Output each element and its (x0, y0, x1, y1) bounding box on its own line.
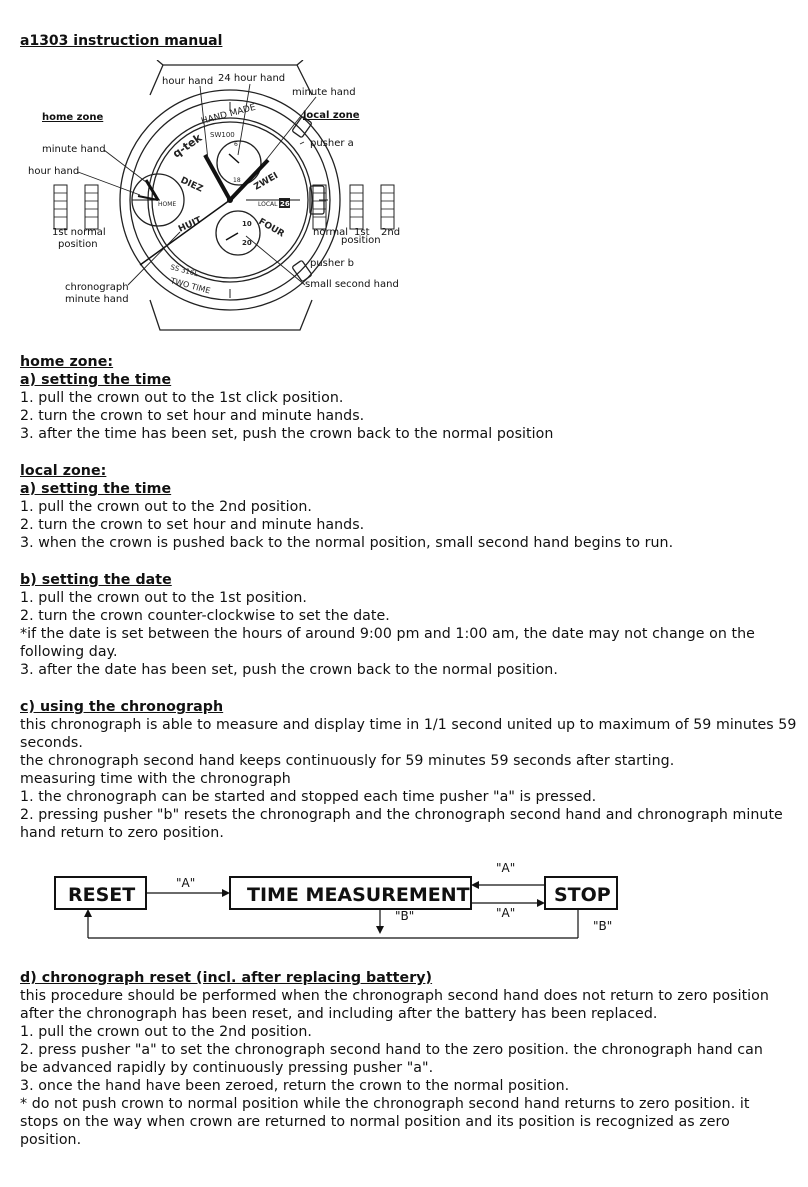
chronograph-section (20, 698, 796, 842)
section-heading: home zone: (20, 354, 114, 370)
text-line: stops on the way when crown are returned to normal position and its position is recognized as zero (20, 1114, 730, 1130)
text-line: 1. pull the crown out to the 1st click position. (20, 390, 344, 406)
svg-text:TWO TIME: TWO TIME (169, 276, 212, 296)
svg-text:"A": "A" (176, 876, 196, 890)
text-line: 1. pull the crown out to the 1st position. (20, 590, 307, 606)
label-minute-hand-top: minute hand (292, 87, 356, 98)
label-1st: 1st (354, 227, 370, 238)
text-line: seconds. (20, 735, 83, 751)
label-hour-hand-top: hour hand (162, 76, 214, 87)
svg-text:SS 316L: SS 316L (169, 263, 199, 279)
label-pusher-a: pusher a (310, 138, 354, 149)
local-zone-section (20, 462, 796, 552)
text-line: 2. press pusher "a" to set the chronograph second hand to the zero position. the chronograph hand can (20, 1042, 763, 1058)
stop-label: STOP (554, 884, 611, 906)
svg-text:SW100: SW100 (210, 131, 235, 139)
home-zone-section (20, 353, 796, 443)
svg-text:DIEZ: DIEZ (178, 175, 205, 195)
label-chronograph-minute-hand: minute hand (65, 294, 129, 305)
label-home-zone: home zone (42, 112, 104, 123)
text-line: this chronograph is able to measure and display time in 1/1 second united up to maximum of 59 minutes 59 (20, 717, 797, 733)
text-line: 2. turn the crown counter-clockwise to set the date. (20, 608, 390, 624)
chronograph-flowchart (0, 855, 808, 955)
text-line: *if the date is set between the hours of around 9:00 pm and 1:00 am, the date may not change on the (20, 626, 755, 642)
label-1st-normal: 1st normal (52, 227, 106, 238)
date-section (20, 571, 796, 679)
section-subheading: d) chronograph reset (incl. after replacing battery) (20, 970, 433, 986)
svg-text:"A": "A" (496, 906, 516, 920)
svg-text:"A": "A" (496, 861, 516, 875)
text-line: following day. (20, 644, 118, 660)
svg-text:HOME: HOME (158, 201, 177, 208)
time-measurement-label: TIME MEASUREMENT (247, 884, 470, 906)
section-subheading: a) setting the time (20, 481, 172, 497)
svg-text:HAND MADE: HAND MADE (200, 102, 257, 127)
text-line: 2. turn the crown to set hour and minute hands. (20, 408, 365, 424)
text-line: 3. after the date has been set, push the crown back to the normal position. (20, 662, 558, 678)
brand-logo: q-tek (170, 131, 205, 161)
text-line: 3. after the time has been set, push the crown back to the normal position (20, 426, 554, 442)
text-line: 2. pressing pusher "b" resets the chronograph and the chronograph second hand and chronograph minute (20, 807, 783, 823)
text-line: 3. when the crown is pushed back to the normal position, small second hand begins to run. (20, 535, 674, 551)
label-local-zone: local zone (303, 110, 360, 121)
svg-text:6: 6 (234, 141, 238, 148)
text-line: * do not push crown to normal position while the chronograph second hand returns to zero position. it (20, 1096, 750, 1112)
chronograph-reset-section (20, 969, 796, 1149)
svg-text:LOCAL: LOCAL (258, 201, 278, 208)
label-small-second-hand: small second hand (305, 279, 399, 290)
svg-text:ZWEI: ZWEI (252, 170, 280, 193)
text-line: position. (20, 1132, 82, 1148)
label-minute-hand-left: minute hand (42, 144, 106, 155)
svg-text:"B": "B" (395, 909, 415, 923)
text-line: be advanced rapidly by continuously pressing pusher "a". (20, 1060, 434, 1076)
label-pusher-b: pusher b (310, 258, 355, 269)
svg-text:18: 18 (233, 177, 241, 184)
label-2nd: 2nd (381, 227, 401, 238)
text-line: 1. pull the crown out to the 2nd position. (20, 1024, 312, 1040)
text-line: the chronograph second hand keeps continuously for 59 minutes 59 seconds after starting. (20, 753, 675, 769)
svg-text:10: 10 (242, 220, 252, 228)
svg-text:"B": "B" (593, 919, 613, 933)
label-position-left: position (58, 239, 98, 250)
text-line: 1. pull the crown out to the 2nd position. (20, 499, 312, 515)
text-line: 2. turn the crown to set hour and minute hands. (20, 517, 365, 533)
watch-diagram (0, 60, 808, 340)
section-subheading: c) using the chronograph (20, 699, 224, 715)
text-line: after the chronograph has been reset, and including after the battery has been replaced. (20, 1006, 658, 1022)
text-line: this procedure should be performed when the chronograph second hand does not return to zero position (20, 988, 769, 1004)
text-line: hand return to zero position. (20, 825, 224, 841)
svg-text:HUIT: HUIT (177, 215, 204, 235)
section-subheading: a) setting the time (20, 372, 172, 388)
page-title: a1303 instruction manual (20, 33, 223, 49)
label-chronograph: chronograph (65, 282, 129, 293)
section-subheading: b) setting the date (20, 572, 172, 588)
reset-label: RESET (68, 884, 136, 906)
label-normal: normal (313, 227, 349, 238)
text-line: 1. the chronograph can be started and stopped each time pusher "a" is pressed. (20, 789, 597, 805)
svg-text:FOUR: FOUR (256, 216, 286, 240)
svg-text:20: 20 (242, 239, 252, 247)
label-hour-hand-left: hour hand (28, 166, 80, 177)
text-line: 3. once the hand have been zeroed, return the crown to the normal position. (20, 1078, 570, 1094)
svg-text:26: 26 (280, 200, 290, 208)
label-position-right: position (341, 235, 381, 246)
label-24-hour-hand: 24 hour hand (218, 73, 286, 84)
section-heading: local zone: (20, 463, 107, 479)
text-line: measuring time with the chronograph (20, 771, 291, 787)
